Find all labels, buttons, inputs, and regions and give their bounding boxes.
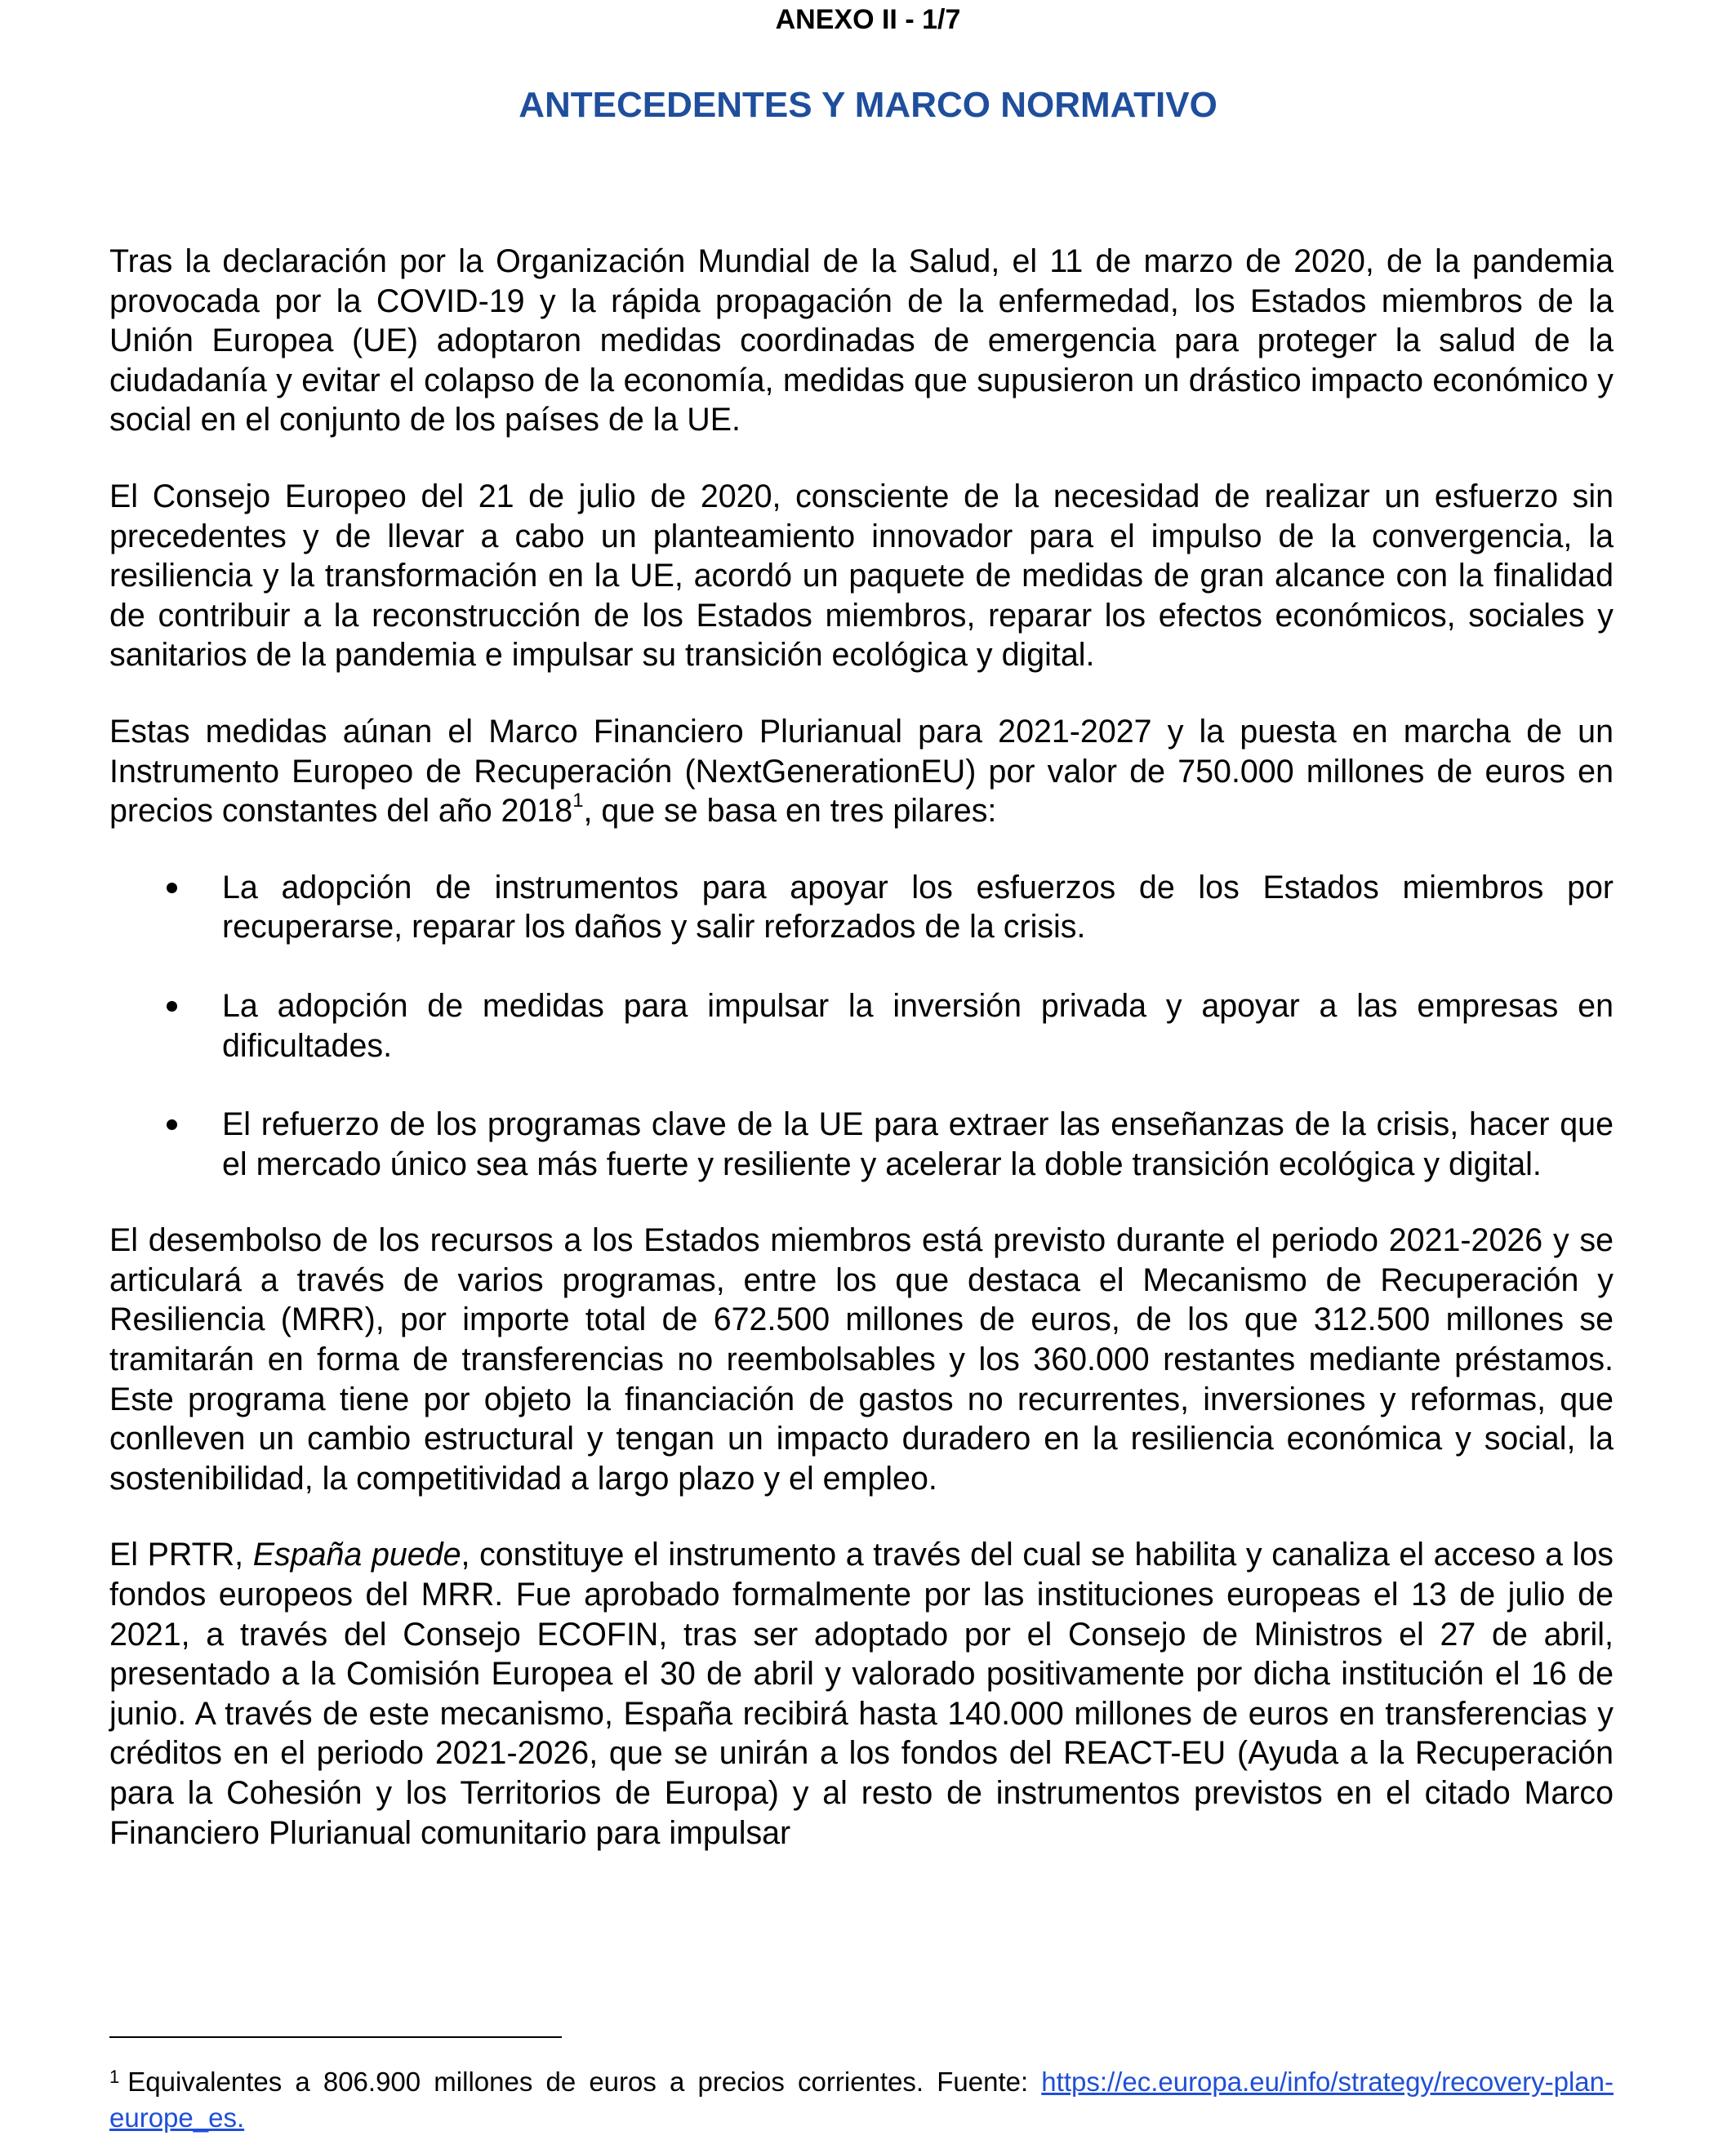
annex-label: ANEXO II - 1/7 [775,4,961,35]
footnote-link[interactable]: https://ec.europa.eu/info/strategy/recovery-plan-europe_es. [109,2067,1614,2133]
paragraph-3 [109,712,1614,831]
list-item-text: La adopción de instrumentos para apoyar los esfuerzos de los Estados miembros por recuperarse, reparar los daños y salir reforzados de la crisis. [222,869,1614,945]
paragraph-4: El desembolso de los recursos a los Estados miembros está previsto durante el periodo 2021-2026 y se articulará a través de varios programas, entre los que destaca el Mecanismo de Recuperación y Resiliencia (MRR), por importe total de 672.500 millones de euros, de los que 312.500 millones se tramitarán en forma de transferencias no reembolsables y los 360.000 restantes mediante préstamos. Este programa tiene por objeto la financiación de gastos no recurrentes, inversiones y reformas, que conlleven un cambio estructural y tengan un impacto duradero en la resiliencia económica y social, la sostenibilidad, la competitividad a largo plazo y el empleo. [109,1222,1614,1497]
paragraph-3-text: Estas medidas aúnan el Marco Financiero Plurianual para 2021-2027 y la puesta en marcha de un Instrumento Europeo de Recuperación (NextGenerationEU) por valor de 750.000 millones de euros en precios constantes del año 2018 [109,713,1614,830]
footnote-text: Equivalentes a 806.900 millones de euros a precios corrientes. Fuente: [127,2067,1042,2097]
list-item-text: El refuerzo de los programas clave de la UE para extraer las enseñanzas de la crisis, hacer que el mercado único sea más fuerte y resiliente y acelerar la doble transición ecológica y digital. [222,1106,1614,1182]
paragraph-3-tail: , que se basa en tres pilares: [583,793,997,830]
list-item [109,868,1614,947]
list-item [109,1105,1614,1184]
footnote-reference: 1 [572,790,584,812]
list-item-text: La adopción de medidas para impulsar la inversión privada y apoyar a las empresas en dificultades. [222,987,1614,1064]
bullet-icon [167,1119,177,1130]
paragraph-2: El Consejo Europeo del 21 de julio de 2020, consciente de la necesidad de realizar un esfuerzo sin precedentes y de llevar a cabo un planteamiento innovador para el impulso de la convergencia, la resiliencia y la transformación en la UE, acordó un paquete de medidas de gran alcance con la finalidad de contribuir a la reconstrucción de los Estados miembros, reparar los efectos económicos, sociales y sanitarios de la pandemia e impulsar su transición ecológica y digital. [109,478,1614,674]
paragraph-5-lead: El PRTR, [109,1537,253,1573]
footnote-mark: 1 [109,2067,120,2087]
paragraph-5 [109,1535,1614,1853]
bullet-icon [167,883,177,893]
paragraph-5-text: , constituye el instrumento a través del cual se habilita y canaliza el acceso a los fondos europeos del MRR. Fue aprobado formalmente por las instituciones europeas el 13 de julio de 2021, a través del Consejo ECOFIN, tras ser adoptado por el Consejo de Ministros el 27 de abril, presentado a la Comisión Europea el 30 de abril y valorado positivamente por dicha institución el 16 de junio. A través de este mecanismo, España recibirá hasta 140.000 millones de euros en transferencias y créditos en el periodo 2021-2026, que se unirán a los fondos del REACT-EU (Ayuda a la Recuperación para la Cohesión y los Territorios de Europa) y al resto de instrumentos previstos en el citado Marco Financiero Plurianual comunitario para impulsar [109,1537,1614,1851]
pillars-list [109,868,1614,1185]
paragraph-1: Tras la declaración por la Organización Mundial de la Salud, el 11 de marzo de 2020, de la pandemia provocada por la COVID-19 y la rápida propagación de la enfermedad, los Estados miembros de la Unión Europea (UE) adoptaron medidas coordinadas de emergencia para proteger la salud de la ciudadanía y evitar el colapso de la economía, medidas que supusieron un drástico impacto económico y social en el conjunto de los países de la UE. [109,243,1614,438]
bullet-icon [167,1001,177,1012]
page-title: ANTECEDENTES Y MARCO NORMATIVO [519,85,1217,125]
paragraph-5-italic: España puede [252,1537,461,1573]
footnote-divider [109,2036,562,2038]
document-body [109,242,1614,1853]
footnote [109,2066,1614,2134]
list-item [109,986,1614,1066]
